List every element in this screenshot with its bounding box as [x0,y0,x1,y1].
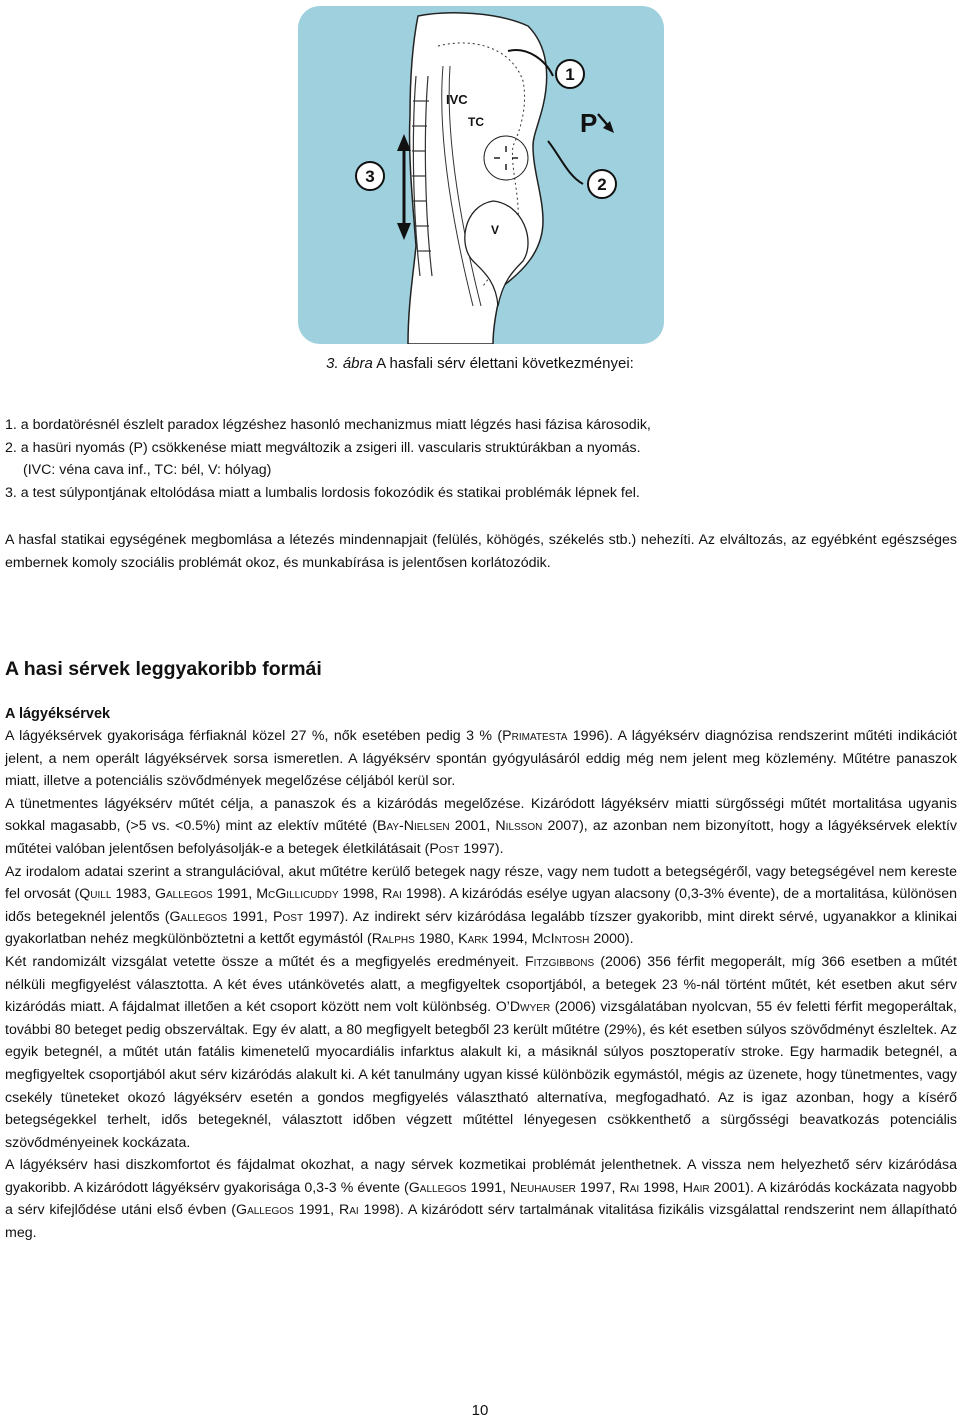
author-reference: Gallegos [169,908,228,925]
caption-label: 3. ábra [326,355,373,372]
author-reference: Nilsson [495,818,543,835]
paragraph: A tünetmentes lágyéksérv műtét célja, a panaszok és a kizáródás megelőzése. Kizáródott lágyéksérv miatti sürgősségi műtét mortalitása ugyanis sokkal magasabb, (>5 vs. <0.5%) mint az elektív műtété (Bay-Nielsen 2001, Nilsson 2007), az azonban nem bizonyított, hogy a lágyéksérvek elektív műtétei valóban jelentősen befolyásolják-e a betegek életkilátásait (Post 1997). [5,795,957,857]
page-number: 10 [471,1402,489,1419]
author-reference: Rai [619,1179,640,1196]
author-reference: Quill [79,886,112,903]
svg-text:2: 2 [597,175,607,194]
label-v: V [491,223,500,237]
intro-paragraph: A hasfal statikai egységének megbomlása a létezés mindennapjait (felülés, köhögés, székelés stb.) nehezíti. Az elváltozás, az egyébként egészséges embernek komoly szociális problémát okoz, és munkabírása is jelentősen korlátozódik. [5,532,957,571]
author-reference: Rai [382,886,402,903]
author-reference: Gallegos [154,886,213,903]
author-reference: Gallegos [236,1202,294,1219]
marker-3 [356,162,384,190]
label-ivc: IVC [446,92,468,107]
author-reference: Rai [338,1202,359,1219]
author-reference: Post [273,908,304,925]
label-pressure: P [580,108,598,138]
label-tc: TC [468,115,484,129]
list-item: 2. a hasüri nyomás (P) csökkenése miatt megváltozik a zsigeri ill. vascularis struktúrákban a nyomás. [5,439,641,456]
hernia-physiology-figure [298,6,664,344]
list-item: 3. a test súlypontjának eltolódása miatt a lumbalis lordosis fokozódik és statikai problémák lépnek fel. [5,484,640,501]
svg-text:3: 3 [365,167,375,186]
paragraph: A lágyéksérvek gyakorisága férfiaknál közel 27 %, nők esetében pedig 3 % (Primatesta 1996). A lágyéksérv diagnózisa rendszerint műtéti indikációt jelent, a nem operált lágyéksérvek sorsa ismeretlen. A lágyéksérv spontán gyógyulásáról eddig még nem jelent meg közlemény. Műtétre panaszok miatt, illetve a potenciális szövődmények megelőzése céljából kerül sor. [5,728,958,790]
svg-text:1: 1 [565,65,575,84]
effects-list [5,414,957,504]
author-reference: McGillicuddy [256,886,339,903]
list-item: (IVC: véna cava inf., TC: bél, V: hólyag) [23,462,272,479]
author-reference: Gallegos [408,1179,467,1196]
author-reference: Dwyer [509,999,551,1016]
subsection-heading: A lágyéksérvek [5,706,111,722]
section-heading: A hasi sérvek leggyakoribb formái [5,658,322,680]
author-reference: Fitzgibbons [524,953,595,970]
body-text [5,725,957,1245]
marker-1 [556,60,584,88]
author-reference: Ralphs [371,931,415,948]
figure-caption [0,354,960,374]
author-reference: Bay-Nielsen [377,818,450,835]
author-reference: Hair [682,1179,710,1196]
author-reference: McIntosh [531,931,590,948]
list-item: 1. a bordatörésnél észlelt paradox légzéshez hasonló mechanizmus miatt légzés hasi fázisa károsodik, [5,417,651,433]
caption-text: A hasfali sérv élettani következményei: [372,355,634,372]
author-reference: Primatesta [502,728,568,744]
author-reference: Neuhauser [510,1179,576,1196]
author-reference: Post [429,840,460,857]
paragraph: Két randomizált vizsgálat vetette össze a műtét és a megfigyelés eredményeit. Fitzgibbons (2006) 356 férfit megoperált, míg 366 esetben a műtét nélküli megfigyelést választotta. A két éves utánkövetés alatt, a megfigyeltek csoportjából, a betegek 23 %-nál történt műtét, két esetben akut sérv kizáródás miatt. A fájdalmat illetően a két csoport között nem volt különbség. O’Dwyer (2006) vizsgálatában nyolcvan, 55 év feletti férfit megoperáltak, további 80 beteget pedig obszerváltak. Egy év alatt, a 80 megfigyelt betegből 23 került műtétre (29%), és két esetben súlyos szövődményt észleltek. Az egyik betegnél, a műtét után fatális kimenetelű myocardiális infarktus alakult ki, a másiknál súlyos posztoperatív stroke. Egy harmadik betegnél, a megfigyeltek csoportjából akut sérv kizáródás alakult ki. A két tanulmány ugyan kissé különbözik egymástól, mégis az üzenete, hogy tünetmentes, vagy csekély tüneteket okozó lágyéksérv esetén a gondos megfigyelés választható alternatíva, megfogadható. Az is igaz azonban, hogy a kísérő betegségekkel terhelt, idős betegeknél, választott időben végzett műtéttel lényegesen csökkenthető a sürgősségi beavatkozás potenciális szövődményeinek kockázata. [5,953,957,1151]
author-reference: Kark [458,931,489,948]
paragraph: A lágyéksérv hasi diszkomfortot és fájdalmat okozhat, a nagy sérvek kozmetikai problémát jelenthetnek. A vissza nem helyezhető sérv kizáródása gyakoribb. A kizáródott lágyéksérv gyakorisága 0,3-3 % évente (Gallegos 1991, Neuhauser 1997, Rai 1998, Hair 2001). A kizáródás kockázata nagyobb a sérv kifejlődése utáni első évben (Gallegos 1991, Rai 1998). A kizáródott sérv tartalmának vitalitása fizikális vizsgálattal rendszerint nem állapítható meg. [5,1157,957,1242]
marker-2 [588,170,616,198]
paragraph: Az irodalom adatai szerint a strangulációval, akut műtétre kerülő betegek nagy része, vagy nem tudott a betegségéről, vagy betegségével nem kereste fel orvosát (Quill 1983, Gallegos 1991, McGillicuddy 1998, Rai 1998). A kizáródás esélye ugyan alacsony (0,3-3% évente), de a mortalitása, különösen idős betegeknél jelentős (Gallegos 1991, Post 1997). Az indirekt sérv kizáródása legalább tízszer gyakoribb, mint direkt sérvé, ugyanakkor a klinikai gyakorlatban nehéz megkülönböztetni a kettőt egymástól (Ralphs 1980, Kark 1994, McIntosh 2000). [5,863,958,948]
figure-illustration [298,6,664,344]
